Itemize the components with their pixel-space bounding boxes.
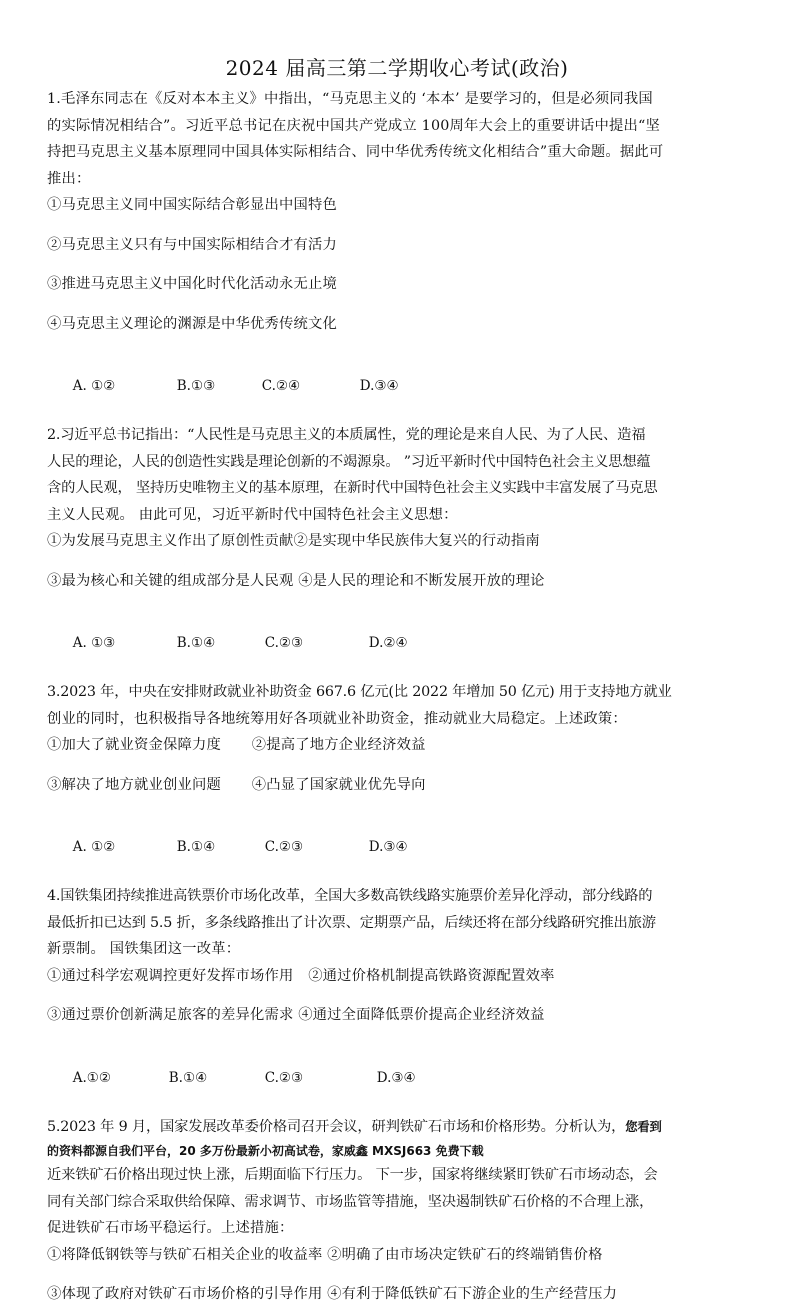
page-title: 2024 届高三第二学期收心考试(政治) [225,56,569,80]
option-2: ②马克思主义只有与中国实际相结合才有活力 [47,236,337,253]
answer-c: C.②③ [264,839,304,855]
question-stem-line: 最低折扣已达到 5.5 折，多条线路推出了计次票、定期票产品，后续还将在部分线路研究推出旅游 [47,914,656,931]
option-3: ③推进马克思主义中国化时代化活动永无止境 [47,276,337,292]
question-stem-line: 推出： [47,170,91,187]
option-line-1: ①通过科学宏观调控更好发挥市场作用 ②通过价格机制提高铁路资源配置效率 [47,967,555,984]
question-stem-line: 的实际情况相结合”。习近平总书记在庆祝中国共产党成立 100周年大会上的重要讲话中提出“坚 [47,117,661,134]
option-line-1: ①为发展马克思主义作出了原创性贡献②是实现中华民族伟大复兴的行动指南 [47,533,540,549]
question-stem-line: 同有关部门综合采取供给保障、需求调节、市场监管等措施，坚决遏制铁矿石价格的不合理上涨， [47,1193,654,1210]
question-stem-line: 创业的同时，也积极指导各地统筹用好各项就业补助资金，推动就业大局稳定。上述政策： [47,710,627,727]
question-stem-line: 含的人民观， 坚持历史唯物主义的基本原理，在新时代中国特色社会主义实践中丰富发展了马克思 [47,480,658,496]
answer-d: D.③④ [359,378,399,394]
question-1 [47,86,747,422]
exam-page [47,52,747,1308]
answer-b: B.①④ [168,1069,208,1086]
question-stem-line: 3.2023 年，中央在安排财政就业补助资金 667.6 亿元(比 2022 年增加 50 亿元) 用于支持地方就业 [47,684,672,700]
answer-d: D.②④ [368,635,408,651]
answer-d: D.③④ [376,1069,416,1086]
answer-a: A. ①③ [72,635,116,651]
question-stem-line: 主义人民观。 由此可见，习近平新时代中国特色社会主义思想： [47,506,458,523]
answer-a: A.①② [72,1069,111,1086]
question-stem-line: 近来铁矿石价格出现过快上涨，后期面临下行压力。 下一步，国家将继续紧盯铁矿石市场动态，会 [47,1167,658,1183]
answer-choices [47,1042,747,1114]
answer-choices [47,811,747,883]
option-line-2: ③体现了政府对铁矿石市场价格的引导作用 ④有利于降低铁矿石下游企业的生产经营压力 [47,1286,618,1302]
answer-b: B.①③ [176,378,216,394]
option-1: ①马克思主义同中国实际结合彰显出中国特色 [47,197,337,213]
option-4: ④马克思主义理论的渊源是中华优秀传统文化 [47,315,337,332]
answer-a: A. ①② [72,839,116,855]
answer-c: C.②③ [264,635,304,651]
ad-line: 的资料都源自我们平台，20 多万份最新小初高试卷，家威鑫 MXSJ663 免费下载 [47,1144,484,1158]
question-stem-line: 4.国铁集团持续推进高铁票价市场化改革，全国大多数高铁线路实施票价差异化浮动，部分线路的 [47,888,653,904]
answer-b: B.①④ [176,839,216,855]
question-stem-line: 新票制。 国铁集团这一改革： [47,941,241,957]
answer-a: A. ①② [72,378,116,394]
question-stem-line: 2.习近平总书记指出：“人民性是马克思主义的本质属性，党的理论是来自人民、为了人民、造福 [47,427,646,443]
option-line-2: ③最为核心和关键的组成部分是人民观 ④是人民的理论和不断发展开放的理论 [47,572,545,589]
option-line-1: ①加大了就业资金保障力度 ②提高了地方企业经济效益 [47,737,426,753]
question-stem-text: 5.2023 年 9 月，国家发展改革委价格司召开会议，研判铁矿石市场和价格形势。分析认为， [47,1118,626,1135]
answer-c: C.②④ [261,378,301,394]
answer-choices [47,350,747,422]
question-stem-line: 持把马克思主义基本原理同中国具体实际相结合、同中华优秀传统文化相结合”重大命题。据此可 [47,144,664,160]
option-line-1: ①将降低钢铁等与铁矿石相关企业的收益率 ②明确了由市场决定铁矿石的终端销售价格 [47,1246,603,1263]
question-stem-line: 1.毛泽东同志在《反对本本主义》中指出，“马克思主义的 ‘本本’ 是要学习的，但是必须同我国 [47,91,653,107]
question-stem-line: 人民的理论，人民的创造性实践是理论创新的不竭源泉。 ”习近平新时代中国特色社会主义思想蕴 [47,453,651,470]
question-2 [47,422,747,679]
question-3 [47,679,747,883]
answer-d: D.③④ [368,839,408,855]
answer-choices [47,607,747,679]
ad-text: 您看到 [625,1119,662,1134]
answer-c: C.②③ [264,1069,304,1086]
question-5 [47,1114,747,1308]
question-stem-line [47,1114,747,1141]
answer-b: B.①④ [176,635,216,651]
option-line-2: ③通过票价创新满足旅客的差异化需求 ④通过全面降低票价提高企业经济效益 [47,1007,545,1023]
question-stem-line: 促进铁矿石市场平稳运行。上述措施： [47,1220,294,1236]
question-4 [47,883,747,1114]
option-line-2: ③解决了地方就业创业问题 ④凸显了国家就业优先导向 [47,776,426,793]
